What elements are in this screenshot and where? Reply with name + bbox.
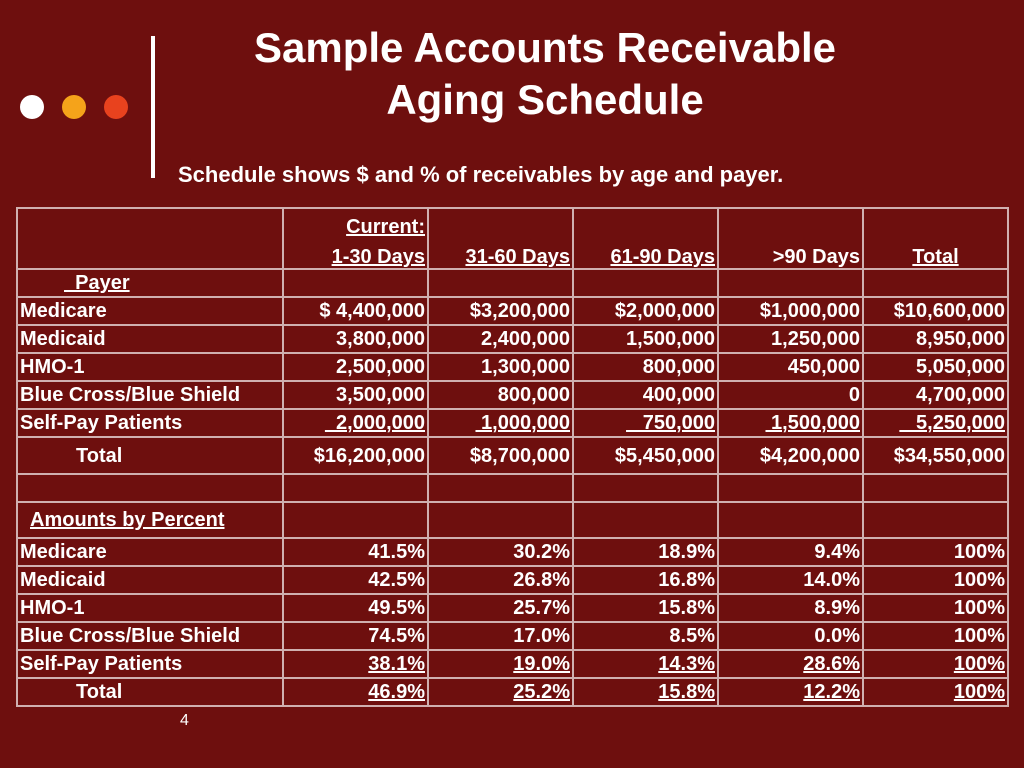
percent-cell: 28.6%: [718, 650, 863, 678]
amount-cell: 1,000,000: [428, 409, 573, 437]
decorative-divider: [151, 36, 155, 178]
percent-cell: 25.7%: [428, 594, 573, 622]
header-col-total: [863, 208, 1008, 269]
percent-cell: 30.2%: [428, 538, 573, 566]
payer-name: Medicaid: [17, 566, 283, 594]
payer-name: Blue Cross/Blue Shield: [17, 622, 283, 650]
table-row: [17, 297, 1008, 325]
header-row: [17, 208, 1008, 269]
payer-name: HMO-1: [17, 594, 283, 622]
payer-name: Blue Cross/Blue Shield: [17, 381, 283, 409]
percent-cell: 0.0%: [718, 622, 863, 650]
table-row: [17, 594, 1008, 622]
amount-cell: 5,250,000: [863, 409, 1008, 437]
payer-label-row: [17, 269, 1008, 297]
table-row: [17, 353, 1008, 381]
total-cell: 100%: [863, 678, 1008, 706]
percent-cell: 49.5%: [283, 594, 428, 622]
amount-cell: 5,050,000: [863, 353, 1008, 381]
slide-title: [170, 22, 920, 126]
percent-section-row: [17, 502, 1008, 538]
percent-cell: 26.8%: [428, 566, 573, 594]
header-empty-cell: [17, 208, 283, 269]
table-row: [17, 325, 1008, 353]
percent-total-row: [17, 678, 1008, 706]
dollar-total-row: [17, 437, 1008, 474]
amount-cell: 2,400,000: [428, 325, 573, 353]
header-col-label: >90 Days: [772, 246, 860, 268]
percent-cell: 15.8%: [573, 594, 718, 622]
amount-cell: 2,000,000: [283, 409, 428, 437]
table-row: [17, 650, 1008, 678]
amount-cell: $ 4,400,000: [283, 297, 428, 325]
amount-cell: 2,500,000: [283, 353, 428, 381]
percent-cell: 38.1%: [283, 650, 428, 678]
amount-cell: 4,700,000: [863, 381, 1008, 409]
slide-title-line1: Sample Accounts Receivable: [253, 24, 836, 71]
header-col-over-90: [718, 208, 863, 269]
total-cell: $4,200,000: [718, 437, 863, 474]
header-col-label: 31-60 Days: [465, 246, 570, 268]
payer-name: Medicare: [17, 538, 283, 566]
aging-schedule-table: [16, 207, 1009, 707]
total-cell: $16,200,000: [283, 437, 428, 474]
amount-cell: 450,000: [718, 353, 863, 381]
amount-cell: 1,250,000: [718, 325, 863, 353]
decorative-dot-white: [20, 95, 44, 119]
total-cell: $5,450,000: [573, 437, 718, 474]
amount-cell: 1,300,000: [428, 353, 573, 381]
total-label: Total: [17, 437, 283, 474]
percent-cell: 14.3%: [573, 650, 718, 678]
total-cell: 25.2%: [428, 678, 573, 706]
amount-cell: 3,500,000: [283, 381, 428, 409]
percent-section-label: Amounts by Percent: [17, 502, 283, 538]
percent-cell: 19.0%: [428, 650, 573, 678]
amount-cell: $2,000,000: [573, 297, 718, 325]
amount-cell: 750,000: [573, 409, 718, 437]
payer-label: Payer: [17, 269, 283, 297]
header-col-label: 1-30 Days: [331, 246, 425, 268]
decorative-dot-red: [104, 95, 128, 119]
blank-row: [17, 474, 1008, 502]
percent-cell: 18.9%: [573, 538, 718, 566]
total-cell: 12.2%: [718, 678, 863, 706]
slide-number: 4: [180, 712, 189, 729]
amount-cell: 1,500,000: [573, 325, 718, 353]
amount-cell: $3,200,000: [428, 297, 573, 325]
table-row: [17, 409, 1008, 437]
table-row: [17, 566, 1008, 594]
table-row: [17, 538, 1008, 566]
payer-name: Medicare: [17, 297, 283, 325]
payer-name: Self-Pay Patients: [17, 650, 283, 678]
header-col-label: Total: [912, 246, 959, 268]
percent-cell: 41.5%: [283, 538, 428, 566]
amount-cell: $10,600,000: [863, 297, 1008, 325]
amount-cell: 800,000: [428, 381, 573, 409]
decorative-dot-orange: [62, 95, 86, 119]
total-cell: 46.9%: [283, 678, 428, 706]
amount-cell: 800,000: [573, 353, 718, 381]
header-col-1-30: [283, 208, 428, 269]
percent-cell: 14.0%: [718, 566, 863, 594]
amount-cell: 3,800,000: [283, 325, 428, 353]
slide-subtitle: Schedule shows $ and % of receivables by age and payer.: [178, 162, 784, 187]
payer-name: HMO-1: [17, 353, 283, 381]
percent-cell: 100%: [863, 594, 1008, 622]
total-cell: $8,700,000: [428, 437, 573, 474]
percent-cell: 100%: [863, 650, 1008, 678]
total-cell: $34,550,000: [863, 437, 1008, 474]
percent-cell: 100%: [863, 622, 1008, 650]
header-current-label: Current:: [346, 216, 425, 238]
percent-cell: 100%: [863, 566, 1008, 594]
percent-cell: 100%: [863, 538, 1008, 566]
percent-cell: 9.4%: [718, 538, 863, 566]
payer-name: Medicaid: [17, 325, 283, 353]
amount-cell: 400,000: [573, 381, 718, 409]
amount-cell: 0: [718, 381, 863, 409]
percent-cell: 17.0%: [428, 622, 573, 650]
percent-cell: 74.5%: [283, 622, 428, 650]
percent-cell: 8.5%: [573, 622, 718, 650]
percent-cell: 42.5%: [283, 566, 428, 594]
header-col-31-60: [428, 208, 573, 269]
table-row: [17, 381, 1008, 409]
percent-cell: 16.8%: [573, 566, 718, 594]
percent-cell: 8.9%: [718, 594, 863, 622]
header-col-label: 61-90 Days: [610, 246, 715, 268]
total-cell: 15.8%: [573, 678, 718, 706]
payer-name: Self-Pay Patients: [17, 409, 283, 437]
table-row: [17, 622, 1008, 650]
amount-cell: $1,000,000: [718, 297, 863, 325]
total-label: Total: [17, 678, 283, 706]
amount-cell: 8,950,000: [863, 325, 1008, 353]
amount-cell: 1,500,000: [718, 409, 863, 437]
slide-title-line2: Aging Schedule: [386, 76, 704, 123]
header-col-61-90: [573, 208, 718, 269]
